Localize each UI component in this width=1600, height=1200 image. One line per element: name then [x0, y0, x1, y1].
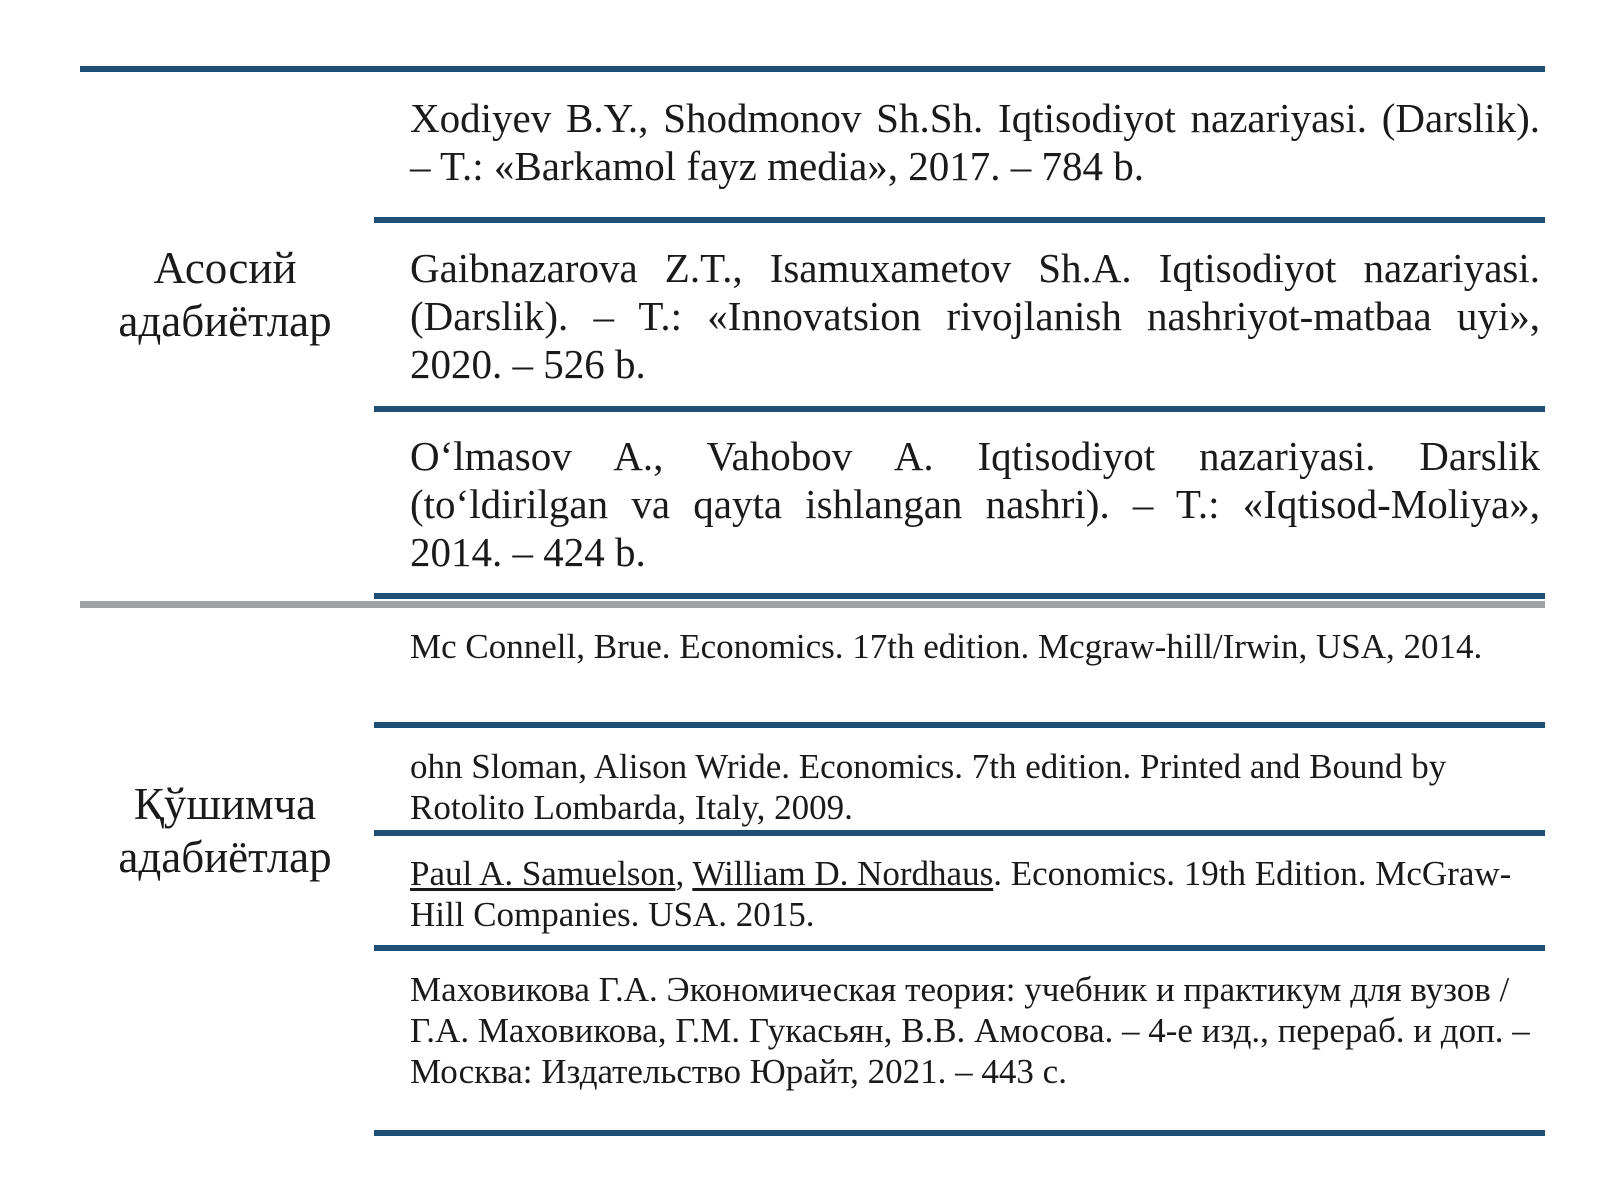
- entry-divider: [374, 830, 1545, 836]
- additional-reference-3: [410, 853, 1540, 935]
- additional-reference-1: Mc Connell, Brue. Economics. 17th edition. Mcgraw-hill/Irwin, USA, 2014.: [410, 627, 1483, 666]
- main-reference-3: O‘lmasov A., Vahobov A. Iqtisodiyot nazariyasi. Darslik (to‘ldirilgan va qayta ishlangan nashri). – T.: «Iqtisod-Moliya», 2014. – 424 b.: [410, 433, 1540, 575]
- entry-divider: [374, 406, 1545, 412]
- main-literature-label: [80, 242, 370, 348]
- entry-divider: [374, 593, 1545, 599]
- additional-reference-2: ohn Sloman, Alison Wride. Economics. 7th edition. Printed and Bound by Rotolito Lombarda, Italy, 2009.: [410, 747, 1447, 827]
- entry-divider: [374, 945, 1545, 951]
- additional-reference-4: Маховикова Г.А. Экономическая теория: учебник и практикум для вузов / Г.А. Маховикова, Г.М. Гукасьян, В.В. Амосова. – 4-е изд., перераб. и доп. – Москва: Издательство Юрайт, 2021. – 443 с.: [410, 970, 1530, 1091]
- entry-divider: [374, 217, 1545, 223]
- main-literature-label-line2: адабиётлар: [118, 296, 332, 346]
- additional-literature-label-line2: адабиётлар: [118, 832, 332, 882]
- main-reference-1: Xodiyev B.Y., Shodmonov Sh.Sh. Iqtisodiyot nazariyasi. (Darslik). – T.: «Barkamol fayz media», 2017. – 784 b.: [410, 95, 1540, 189]
- author-link-nordhaus[interactable]: William D. Nordhaus: [692, 854, 994, 893]
- author-separator: ,: [675, 854, 693, 893]
- additional-literature-label: [80, 778, 370, 884]
- main-reference-2: Gaibnazarova Z.T., Isamuxametov Sh.A. Iqtisodiyot nazariyasi. (Darslik). – T.: «Innovatsion rivojlanish nashriyot-matbaa uyi», 2020. – 526 b.: [410, 245, 1540, 387]
- reference-details: . Economics. 19th Edition. McGraw-Hill Companies. USA. 2015.: [410, 854, 1512, 934]
- main-literature-label-line1: Асосий: [153, 243, 297, 293]
- author-link-samuelson[interactable]: Paul A. Samuelson: [410, 854, 676, 893]
- entry-divider: [374, 722, 1545, 728]
- section-divider: [80, 601, 1545, 608]
- top-rule: [80, 66, 1545, 72]
- bottom-rule: [374, 1130, 1545, 1136]
- additional-literature-label-line1: Қўшимча: [133, 779, 317, 829]
